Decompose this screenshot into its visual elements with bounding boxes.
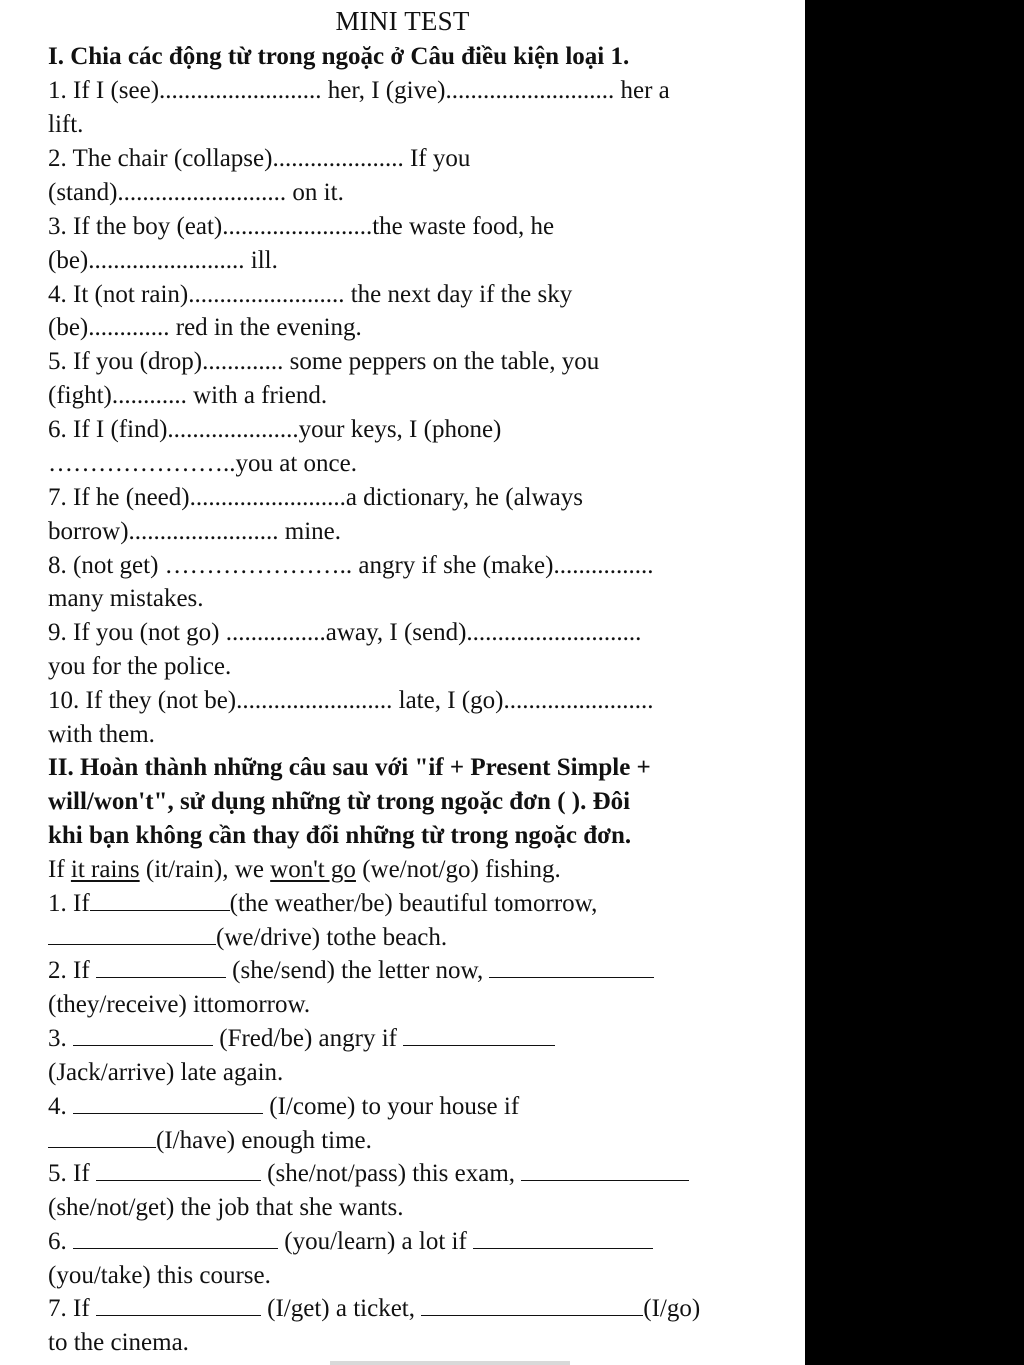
answer-blank[interactable] bbox=[521, 1160, 689, 1181]
s1-line-12: …………………..you at once. bbox=[48, 450, 357, 477]
s1-line-11: 6. If I (find).....................your keys, I (phone) bbox=[48, 416, 502, 443]
section-1-heading: I. Chia các động từ trong ngoặc ở Câu điều kiện loại 1. bbox=[48, 43, 630, 70]
exercise-2-item-5-cont: (she/not/get) the job that she wants. bbox=[48, 1194, 404, 1221]
exercise-2-item-5 bbox=[48, 1158, 689, 1190]
exercise-2-item-2-cont: (they/receive) ittomorrow. bbox=[48, 991, 311, 1018]
s1-line-15: 8. (not get) ………………….. angry if she (make)................ bbox=[48, 552, 654, 579]
answer-blank[interactable] bbox=[96, 957, 226, 978]
exercise-2-item-6 bbox=[48, 1226, 653, 1258]
answer-blank[interactable] bbox=[96, 1160, 261, 1181]
exercise-2-item-6-cont: (you/take) this course. bbox=[48, 1262, 271, 1289]
page-title: MINI TEST bbox=[335, 6, 470, 36]
page-edge-divider bbox=[330, 1361, 570, 1365]
exercise-2-item-1-cont bbox=[48, 922, 447, 954]
s1-line-18: you for the police. bbox=[48, 653, 232, 680]
s1-line-5: 3. If the boy (eat)........................the waste food, he bbox=[48, 213, 555, 240]
item-text: (you/learn) a lot if bbox=[278, 1228, 474, 1255]
answer-blank[interactable] bbox=[73, 1228, 278, 1249]
item-text: (I/get) a ticket, bbox=[260, 1295, 422, 1322]
answer-blank[interactable] bbox=[73, 1093, 263, 1114]
example-answer-1: it rains bbox=[70, 856, 140, 883]
item-text: (Fred/be) angry if bbox=[213, 1025, 404, 1052]
s1-line-9: 5. If you (drop)............. some peppers on the table, you bbox=[48, 348, 600, 375]
item-text: (I/go) bbox=[643, 1295, 701, 1322]
s1-line-14: borrow)........................ mine. bbox=[48, 518, 342, 545]
s1-line-16: many mistakes. bbox=[48, 585, 204, 612]
answer-blank[interactable] bbox=[403, 1025, 555, 1046]
answer-blank[interactable] bbox=[421, 1295, 643, 1316]
example-text: (it/rain), we bbox=[139, 856, 271, 883]
item-text: 4. bbox=[48, 1093, 73, 1120]
exercise-2-item-4 bbox=[48, 1091, 519, 1123]
answer-blank[interactable] bbox=[48, 924, 216, 945]
item-text: (she/not/pass) this exam, bbox=[260, 1160, 522, 1187]
s1-line-1: 1. If I (see).......................... her, I (give)........................... her a bbox=[48, 77, 670, 104]
exercise-2-item-7-cont: to the cinema. bbox=[48, 1329, 189, 1356]
example-text: (we/not/go) fishing. bbox=[355, 856, 561, 883]
answer-blank[interactable] bbox=[489, 957, 654, 978]
section-2-heading-line-2: will/won't", sử dụng những từ trong ngoặc đơn ( ). Đôi bbox=[48, 788, 631, 815]
s1-line-2: lift. bbox=[48, 111, 84, 138]
s1-line-6: (be)......................... ill. bbox=[48, 247, 278, 274]
s1-line-7: 4. It (not rain)......................... the next day if the sky bbox=[48, 281, 573, 308]
s1-line-10: (fight)............ with a friend. bbox=[48, 382, 328, 409]
example-sentence bbox=[48, 854, 561, 886]
right-black-margin bbox=[805, 0, 1024, 1365]
s1-line-13: 7. If he (need).........................a dictionary, he (always bbox=[48, 484, 584, 511]
item-text: (she/send) the letter now, bbox=[225, 957, 490, 984]
exercise-2-item-1 bbox=[48, 888, 597, 920]
answer-blank[interactable] bbox=[48, 1127, 156, 1148]
item-text: 1. If bbox=[48, 890, 90, 917]
answer-blank[interactable] bbox=[73, 1025, 213, 1046]
item-text: (the weather/be) beautiful tomorrow, bbox=[229, 890, 598, 917]
exercise-2-item-2 bbox=[48, 955, 654, 987]
s1-line-17: 9. If you (not go) ................away, I (send)............................ bbox=[48, 619, 642, 646]
item-text: 3. bbox=[48, 1025, 73, 1052]
s1-line-19: 10. If they (not be)......................... late, I (go)........................ bbox=[48, 687, 654, 714]
s1-line-4: (stand)........................... on it. bbox=[48, 179, 344, 206]
exercise-2-item-4-cont bbox=[48, 1125, 372, 1157]
example-text: If bbox=[48, 856, 71, 883]
item-text: (we/drive) tothe beach. bbox=[216, 924, 448, 951]
s1-line-8: (be)............. red in the evening. bbox=[48, 314, 362, 341]
item-text: 5. If bbox=[48, 1160, 96, 1187]
exercise-2-item-7 bbox=[48, 1293, 700, 1325]
section-2-heading-line-1: II. Hoàn thành những câu sau với "if + Present Simple + bbox=[48, 754, 651, 781]
item-text: 7. If bbox=[48, 1295, 96, 1322]
exercise-2-item-3-cont: (Jack/arrive) late again. bbox=[48, 1059, 284, 1086]
exercise-2-item-3 bbox=[48, 1023, 555, 1055]
item-text: (I/come) to your house if bbox=[263, 1093, 520, 1120]
answer-blank[interactable] bbox=[90, 890, 230, 911]
example-answer-2: won't go bbox=[270, 856, 356, 883]
answer-blank[interactable] bbox=[96, 1295, 261, 1316]
item-text: (I/have) enough time. bbox=[156, 1127, 372, 1154]
item-text: 6. bbox=[48, 1228, 73, 1255]
section-2-heading-line-3: khi bạn không cần thay đổi những từ trong ngoặc đơn. bbox=[48, 822, 632, 849]
s1-line-3: 2. The chair (collapse)..................... If you bbox=[48, 145, 471, 172]
item-text: 2. If bbox=[48, 957, 96, 984]
s1-line-20: with them. bbox=[48, 721, 155, 748]
answer-blank[interactable] bbox=[473, 1228, 653, 1249]
